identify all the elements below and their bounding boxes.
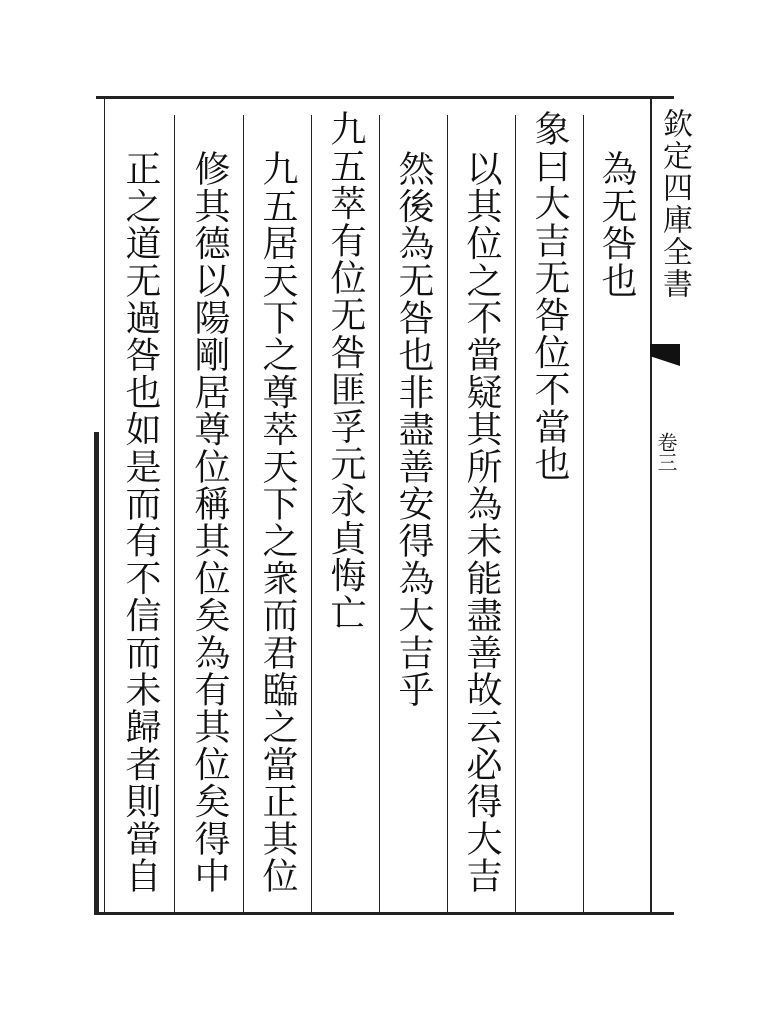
column-divider (583, 115, 584, 912)
left-heavy-border (94, 432, 99, 915)
text-column-3: 以其位之不當疑其所為未能盡善故云必得大吉 (461, 150, 502, 894)
text-column-4: 然後為无咎也非盡善安得為大吉乎 (393, 150, 434, 708)
column-divider (447, 115, 448, 912)
column-divider (174, 115, 175, 912)
bottom-border (96, 912, 674, 915)
text-column-7: 修其德以陽剛居尊位稱其位矣為有其位矣得中 (189, 150, 230, 894)
text-column-6: 九五居天下之尊萃天下之衆而君臨之當正其位 (257, 150, 298, 894)
column-divider (311, 115, 312, 912)
margin-juan: 卷三 (654, 432, 678, 472)
fold-mark-icon (650, 344, 680, 366)
column-divider (515, 115, 516, 912)
text-column-2: 象曰大吉无咎位不當也 (529, 110, 570, 482)
margin-title: 欽定四庫全書 (657, 108, 692, 300)
text-column-8: 正之道无過咎也如是而有不信而未歸者則當自 (120, 150, 161, 894)
text-column-5: 九五萃有位无咎匪孚元永貞悔亡 (325, 110, 366, 631)
left-border (104, 96, 105, 915)
column-divider (379, 115, 380, 912)
column-divider (243, 115, 244, 912)
text-column-1: 為无咎也 (596, 150, 637, 299)
top-border (96, 96, 674, 99)
